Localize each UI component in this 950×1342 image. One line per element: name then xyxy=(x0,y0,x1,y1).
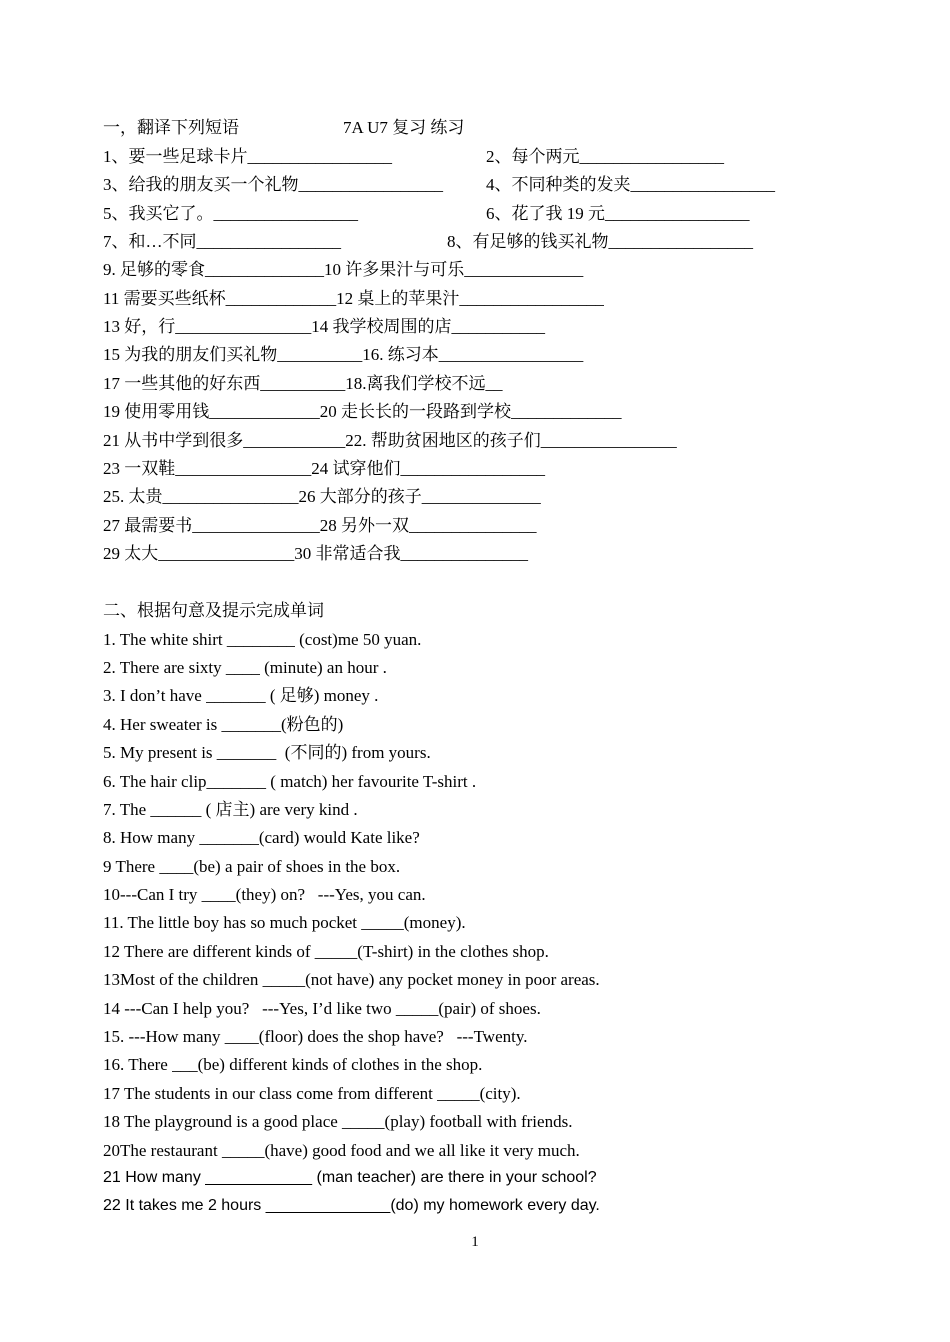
section2-heading: 二、根据句意及提示完成单词 xyxy=(103,601,324,620)
phrase-3: 3、给我的朋友买一个礼物_________________ xyxy=(103,175,443,194)
phrase-8: 8、有足够的钱买礼物_________________ xyxy=(447,232,753,251)
phrase-5: 5、我买它了。_________________ xyxy=(103,204,358,223)
phrase-row-17-18: 17 一些其他的好东西__________18.离我们学校不远__ xyxy=(103,374,503,393)
phrase-1: 1、要一些足球卡片_________________ xyxy=(103,147,392,166)
exercise-item: 2. There are sixty ____ (minute) an hour . xyxy=(103,658,387,677)
exercise-item: 3. I don’t have _______ ( 足够) money . xyxy=(103,686,379,705)
section1-heading: 一，翻译下列短语 xyxy=(103,118,239,137)
exercise-item: 1. The white shirt ________ (cost)me 50 yuan. xyxy=(103,630,422,649)
exercise-item: 4. Her sweater is _______(粉色的) xyxy=(103,715,344,734)
phrase-row-27-28: 27 最需要书_______________28 另外一双_______________ xyxy=(103,516,537,535)
phrase-4: 4、不同种类的发夹_________________ xyxy=(486,175,775,194)
exercise-item: 20The restaurant _____(have) good food and we all like it very much. xyxy=(103,1141,580,1160)
exercise-item: 18 The playground is a good place _____(play) football with friends. xyxy=(103,1112,573,1131)
exercise-item: 16. There ___(be) different kinds of clothes in the shop. xyxy=(103,1055,483,1074)
phrase-2: 2、每个两元_________________ xyxy=(486,147,724,166)
exercise-item: 21 How many ____________ (man teacher) are there in your school? xyxy=(103,1169,597,1186)
phrase-row-25-26: 25. 太贵________________26 大部分的孩子______________ xyxy=(103,487,541,506)
exercise-item: 10---Can I try ____(they) on? ---Yes, you can. xyxy=(103,885,426,904)
page-number: 1 xyxy=(471,1234,479,1250)
phrase-row-11-12: 11 需要买些纸杯_____________12 桌上的苹果汁_________________ xyxy=(103,289,604,308)
exercise-item: 13Most of the children _____(not have) any pocket money in poor areas. xyxy=(103,970,600,989)
phrase-7: 7、和…不同_________________ xyxy=(103,232,341,251)
exercise-item: 8. How many _______(card) would Kate like? xyxy=(103,828,420,847)
exercise-item: 12 There are different kinds of _____(T-shirt) in the clothes shop. xyxy=(103,942,549,961)
exercise-item: 7. The ______ ( 店主) are very kind . xyxy=(103,800,358,819)
phrase-row-9-10: 9. 足够的零食______________10 许多果汁与可乐______________ xyxy=(103,260,584,279)
phrase-row-23-24: 23 一双鞋________________24 试穿他们_________________ xyxy=(103,459,545,478)
exercise-item: 22 It takes me 2 hours ______________(do) my homework every day. xyxy=(103,1197,600,1214)
exercise-item: 11. The little boy has so much pocket _____(money). xyxy=(103,913,466,932)
exercise-item: 15. ---How many ____(floor) does the shop have? ---Twenty. xyxy=(103,1027,528,1046)
phrase-row-21-22: 21 从书中学到很多____________22. 帮助贫困地区的孩子们________________ xyxy=(103,431,677,450)
exercise-item: 17 The students in our class come from different _____(city). xyxy=(103,1084,521,1103)
phrase-row-13-14: 13 好，行________________14 我学校周围的店___________ xyxy=(103,317,545,336)
phrase-row-19-20: 19 使用零用钱_____________20 走长长的一段路到学校_____________ xyxy=(103,402,622,421)
phrase-6: 6、花了我 19 元_________________ xyxy=(486,204,750,223)
exercise-item: 6. The hair clip_______ ( match) her favourite T-shirt . xyxy=(103,772,477,791)
exercise-item: 9 There ____(be) a pair of shoes in the box. xyxy=(103,857,401,876)
exercise-item: 14 ---Can I help you? ---Yes, I’d like two _____(pair) of shoes. xyxy=(103,999,541,1018)
phrase-row-29-30: 29 太大________________30 非常适合我_______________ xyxy=(103,544,528,563)
exercise-item: 5. My present is _______ (不同的) from yours. xyxy=(103,743,431,762)
worksheet-title: 7A U7 复习 练习 xyxy=(343,118,465,137)
phrase-row-15-16: 15 为我的朋友们买礼物__________16. 练习本_________________ xyxy=(103,345,584,364)
